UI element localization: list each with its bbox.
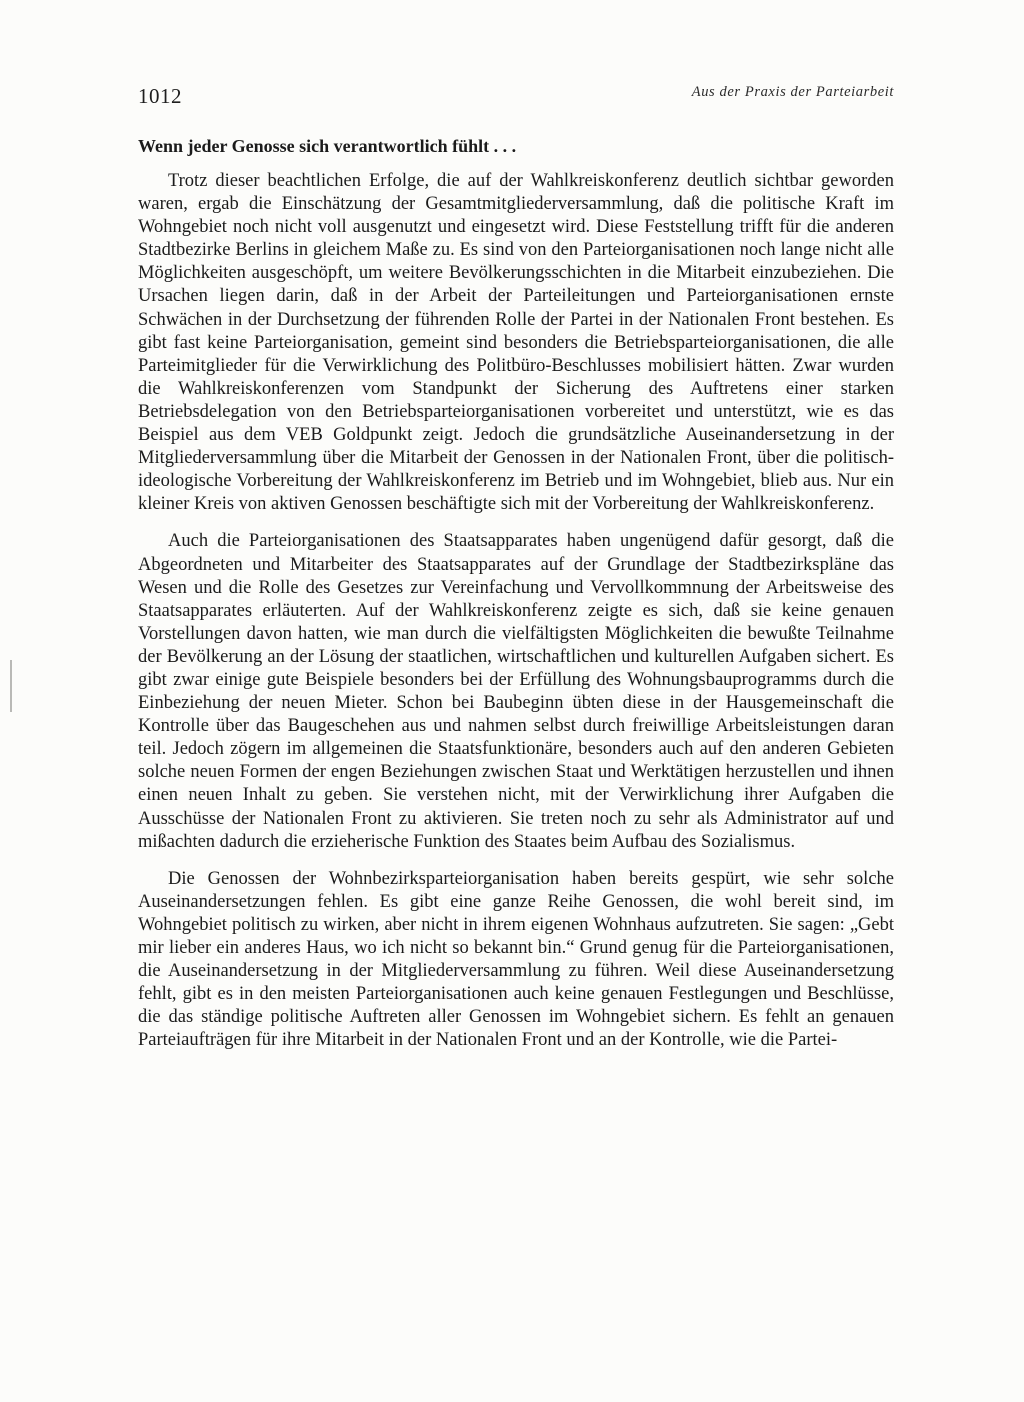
paragraph-1: Trotz dieser beachtlichen Erfolge, die auf der Wahlkreiskonferenz deutlich sichtbar geworden waren, ergab die Einschätzung der Gesamtmitgliederversammlung, daß die politische Kraft im Wohngebiet noch nicht voll ausgenutzt und eingesetzt wird. Diese Feststellung trifft für die anderen Stadtbezirke Berlins in gleichem Maße zu. Es sind von den Parteiorganisationen noch lange nicht alle Möglichkeiten ausgeschöpft, um weitere Bevölkerungsschichten in die Mitarbeit einzubeziehen. Die Ursachen liegen darin, daß in der Arbeit der Parteileitungen und Parteiorganisationen ernste Schwächen in der Durchsetzung der führenden Rolle der Partei in der Nationalen Front bestehen. Es gibt fast keine Parteiorganisation, gemeint sind besonders die Betriebsparteiorganisationen, die alle Parteimitglieder für die Verwirklichung des Politbüro-Beschlusses mobilisiert hätten. Zwar wurden die Wahlkreiskonferenzen vom Standpunkt der Sicherung des Auftretens einer starken Betriebsdelegation von den Betriebsparteiorganisationen vorbereitet und unterstützt, wie es das Beispiel aus dem VEB Goldpunkt zeigt. Jedoch die grundsätzliche Auseinandersetzung in der Mitgliederversammlung über die Mitarbeit der Genossen in der Nationalen Front, über die politisch-ideologische Vorbereitung der Wahlkreiskonferenz im Betrieb und im Wohngebiet, blieb aus. Nur ein kleiner Kreis von aktiven Genossen beschäftigte sich mit der Vorbereitung der Wahlkreiskonferenz.	[138, 171, 894, 515]
paragraph-2: Auch die Parteiorganisationen des Staatsapparates haben ungenügend dafür gesorgt, daß die Abgeordneten und Mitarbeiter des Staatsapparates auf der Grundlage der Stadtbezirkspläne das Wesen und die Rolle des Gesetzes zur Vereinfachung und Vervollkommnung der Arbeitsweise des Staatsapparates erläuterten. Auf der Wahlkreiskonferenz zeigte es sich, daß sie keine genauen Vorstellungen davon hatten, wie man durch die vielfältigsten Möglichkeiten die bewußte Teilnahme der Bevölkerung an der Lösung der staatlichen, wirtschaftlichen und kulturellen Aufgaben sichert. Es gibt zwar einige gute Beispiele besonders bei der Erfüllung des Wohnungsbauprogramms durch die Einbeziehung der neuen Mieter. Schon bei Baubeginn übten diese in der Hausgemeinschaft die Kontrolle über das Baugeschehen aus und nahmen selbst durch freiwillige Arbeitsleistungen daran teil. Jedoch zögern im allgemeinen die Staatsfunktionäre, besonders auch auf den anderen Gebieten solche neuen Formen der engen Beziehungen zwischen Staat und Werktätigen herzustellen und ihnen einen neuen Inhalt zu geben. Sie verstehen nicht, mit der Verwirklichung ihrer Aufgaben die Ausschüsse der Nationalen Front zu aktivieren. Sie treten noch zu sehr als Administrator auf und mißachten dadurch die erzieherische Funktion des Staates beim Aufbau des Sozialismus.	[138, 531, 894, 852]
page-number: 1012	[138, 84, 182, 108]
scan-edge-mark	[10, 660, 12, 712]
running-title: Aus der Praxis der Parteiarbeit	[691, 84, 894, 100]
article-body	[138, 134, 894, 1066]
section-heading: Wenn jeder Genosse sich verantwortlich fühlt . . .	[138, 136, 517, 156]
paragraph-3: Die Genossen der Wohnbezirksparteiorganisation haben bereits gespürt, wie sehr solche Auseinandersetzungen fehlen. Es gibt eine ganze Reihe Genossen, die wohl bereit sind, im Wohngebiet politisch zu wirken, aber nicht in ihrem eigenen Wohnhaus aufzutreten. Sie sagen: „Gebt mir lieber ein anderes Haus, wo ich nicht so bekannt bin.“ Grund genug für die Parteiorganisationen, die Auseinandersetzung in der Mitgliederversammlung zu führen. Weil diese Auseinandersetzung fehlt, gibt es in den meisten Parteiorganisationen auch keine genauen Festlegungen und Beschlüsse, die das ständige politische Auftreten aller Genossen im Wohngebiet sichern. Es fehlt an genauen Parteiaufträgen für ihre Mitarbeit in der Nationalen Front und an der Kontrolle, wie die Partei-	[138, 868, 894, 1051]
page-header	[138, 84, 894, 114]
